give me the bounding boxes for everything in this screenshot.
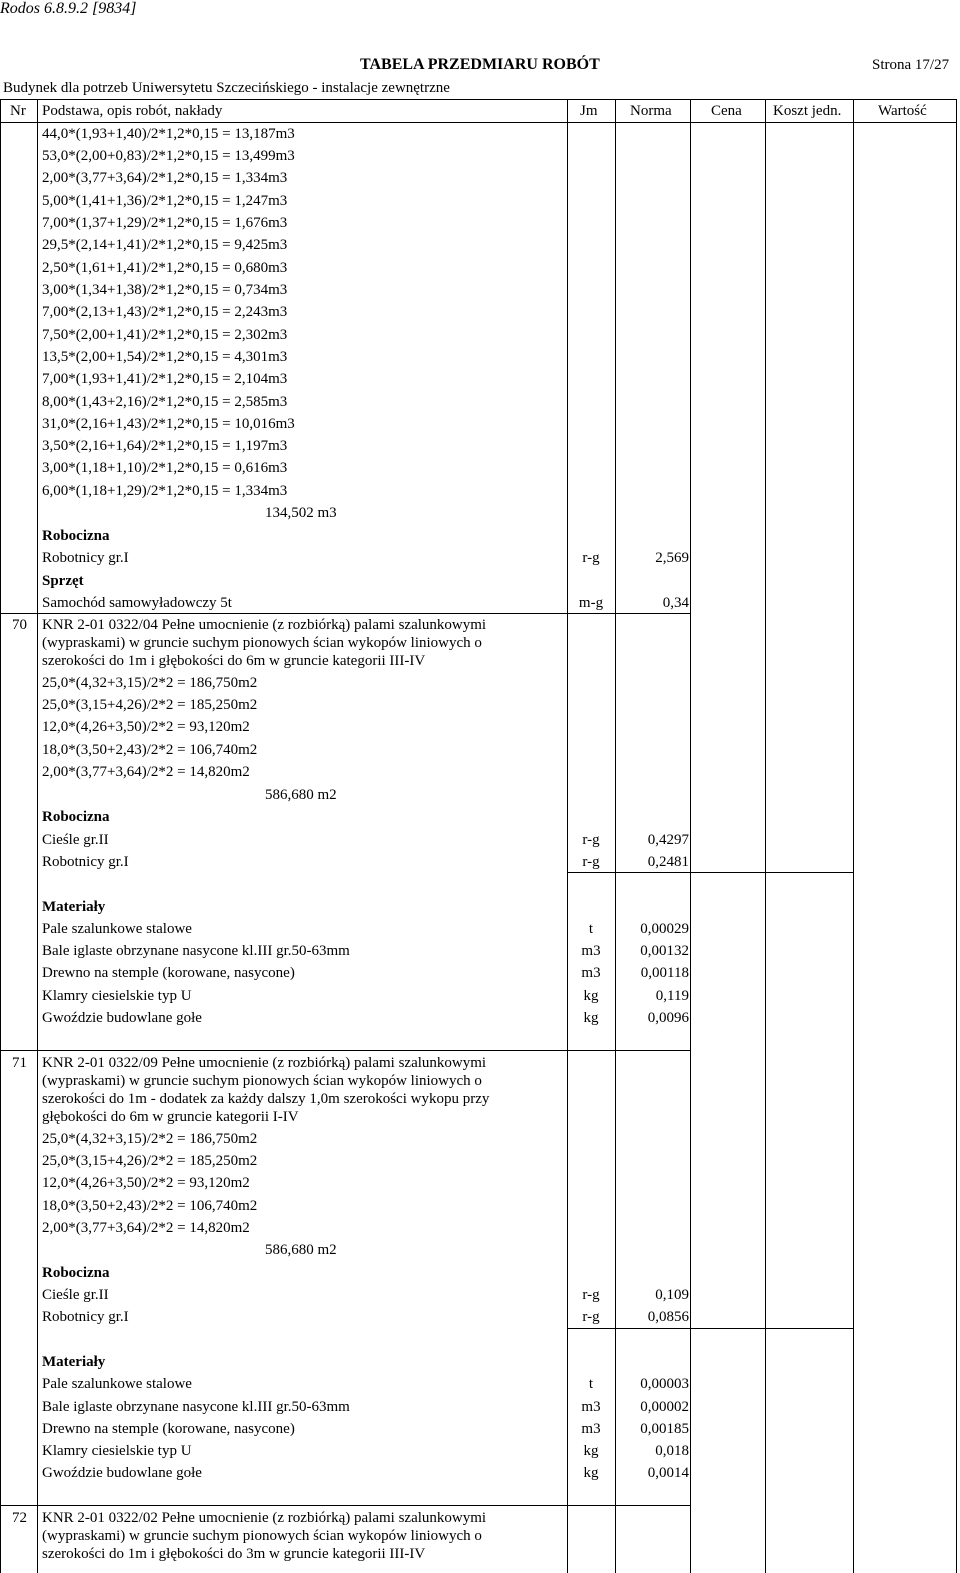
- material-unit: kg: [583, 1465, 599, 1481]
- labor-heading: Robocizna: [42, 809, 110, 825]
- calc-line: 7,50*(2,00+1,41)/2*1,2*0,15 = 2,302m3: [42, 327, 288, 343]
- table-left-line: [0, 99, 1, 1573]
- col-header-wartosc: Wartość: [878, 103, 927, 119]
- material-norm: 0,018: [655, 1443, 689, 1459]
- calc-line: 25,0*(3,15+4,26)/2*2 = 185,250m2: [42, 1153, 258, 1169]
- labor-underline-71: [567, 1328, 853, 1329]
- materials-heading: Materiały: [42, 899, 106, 915]
- calc-line: 2,00*(3,77+3,64)/2*2 = 14,820m2: [42, 1220, 250, 1236]
- calc-line: 3,00*(1,34+1,38)/2*1,2*0,15 = 0,734m3: [42, 282, 288, 298]
- material-norm: 0,00132: [640, 943, 689, 959]
- table-right-line: [956, 99, 957, 1573]
- calc-line: 2,50*(1,61+1,41)/2*1,2*0,15 = 0,680m3: [42, 260, 288, 276]
- calc-line: 29,5*(2,14+1,41)/2*1,2*0,15 = 9,425m3: [42, 237, 288, 253]
- material-norm: 0,00002: [640, 1399, 689, 1415]
- calc-line: 18,0*(3,50+2,43)/2*2 = 106,740m2: [42, 742, 258, 758]
- item-description: szerokości do 1m i głębokości do 3m w gruncie kategorii III-IV: [42, 1546, 426, 1562]
- material-norm: 0,00003: [640, 1376, 689, 1392]
- labor-name: Robotnicy gr.I: [42, 550, 129, 566]
- calc-line: 3,50*(2,16+1,64)/2*1,2*0,15 = 1,197m3: [42, 438, 288, 454]
- item-description: głębokości do 6m w gruncie kategorii I-IV: [42, 1109, 299, 1125]
- material-name: Bale iglaste obrzynane nasycone kl.III gr.50-63mm: [42, 943, 350, 959]
- labor-underline-70: [567, 872, 853, 873]
- material-unit: m3: [581, 1421, 601, 1437]
- material-norm: 0,00029: [640, 921, 689, 937]
- building-name: Budynek dla potrzeb Uniwersytetu Szczecińskiego - instalacje zewnętrzne: [3, 80, 450, 96]
- item-description: (wypraskami) w gruncie suchym pionowych ścian wykopów liniowych o: [42, 1528, 482, 1544]
- total-quantity: 586,680 m2: [265, 1242, 337, 1258]
- calc-line: 12,0*(4,26+3,50)/2*2 = 93,120m2: [42, 719, 250, 735]
- calc-line: 31,0*(2,16+1,43)/2*1,2*0,15 = 10,016m3: [42, 416, 295, 432]
- col-nr-line: [37, 99, 38, 1573]
- item-description: KNR 2-01 0322/04 Pełne umocnienie (z rozbiórką) palami szalunkowymi: [42, 617, 487, 633]
- equipment-heading: Sprzęt: [42, 573, 84, 589]
- col-norma-line: [690, 99, 691, 1573]
- total-quantity: 134,502 m3: [265, 505, 337, 521]
- material-norm: 0,00118: [640, 965, 689, 981]
- item-description: (wypraskami) w gruncie suchym pionowych ścian wykopów liniowych o: [42, 635, 482, 651]
- calc-line: 5,00*(1,41+1,36)/2*1,2*0,15 = 1,247m3: [42, 193, 288, 209]
- material-unit: kg: [583, 1010, 599, 1026]
- calc-line: 6,00*(1,18+1,29)/2*1,2*0,15 = 1,334m3: [42, 483, 288, 499]
- material-unit: m3: [581, 965, 601, 981]
- labor-norm: 0,2481: [647, 854, 689, 870]
- labor-norm: 2,569: [655, 550, 689, 566]
- labor-name: Robotnicy gr.I: [42, 854, 129, 870]
- calc-line: 53,0*(2,00+0,83)/2*1,2*0,15 = 13,499m3: [42, 148, 295, 164]
- calc-line: 3,00*(1,18+1,10)/2*1,2*0,15 = 0,616m3: [42, 460, 288, 476]
- material-unit: kg: [583, 988, 599, 1004]
- header-bottom-line: [0, 122, 957, 123]
- calc-line: 12,0*(4,26+3,50)/2*2 = 93,120m2: [42, 1175, 250, 1191]
- material-name: Bale iglaste obrzynane nasycone kl.III gr.50-63mm: [42, 1399, 350, 1415]
- page-title: TABELA PRZEDMIARU ROBÓT: [360, 56, 600, 73]
- item-number: 70: [12, 617, 27, 633]
- labor-name: Cieśle gr.II: [42, 1287, 109, 1303]
- material-norm: 0,0096: [647, 1010, 689, 1026]
- calc-line: 25,0*(3,15+4,26)/2*2 = 185,250m2: [42, 697, 258, 713]
- calc-line: 13,5*(2,00+1,54)/2*1,2*0,15 = 4,301m3: [42, 349, 288, 365]
- col-header-jm: Jm: [580, 103, 598, 119]
- total-quantity: 586,680 m2: [265, 787, 337, 803]
- item-description: KNR 2-01 0322/02 Pełne umocnienie (z rozbiórką) palami szalunkowymi: [42, 1510, 487, 1526]
- labor-name: Robotnicy gr.I: [42, 1309, 129, 1325]
- calc-line: 18,0*(3,50+2,43)/2*2 = 106,740m2: [42, 1198, 258, 1214]
- calc-line: 7,00*(2,13+1,43)/2*1,2*0,15 = 2,243m3: [42, 304, 288, 320]
- materials-heading: Materiały: [42, 1354, 106, 1370]
- item-description: szerokości do 1m i głębokości do 6m w gruncie kategorii III-IV: [42, 653, 426, 669]
- material-norm: 0,00185: [640, 1421, 689, 1437]
- material-name: Klamry ciesielskie typ U: [42, 1443, 192, 1459]
- calc-line: 44,0*(1,93+1,40)/2*1,2*0,15 = 13,187m3: [42, 126, 295, 142]
- col-header-norma: Norma: [630, 103, 672, 119]
- item-description: szerokości do 1m - dodatek za każdy dalszy 1,0m szerokości wykopu przy: [42, 1091, 490, 1107]
- col-header-desc: Podstawa, opis robót, nakłady: [42, 103, 223, 119]
- labor-norm: 0,0856: [647, 1309, 689, 1325]
- item-description: (wypraskami) w gruncie suchym pionowych ścian wykopów liniowych o: [42, 1073, 482, 1089]
- calc-line: 2,00*(3,77+3,64)/2*1,2*0,15 = 1,334m3: [42, 170, 288, 186]
- calc-line: 25,0*(4,32+3,15)/2*2 = 186,750m2: [42, 1131, 258, 1147]
- calc-line: 2,00*(3,77+3,64)/2*2 = 14,820m2: [42, 764, 250, 780]
- material-norm: 0,119: [655, 988, 689, 1004]
- equipment-name: Samochód samowyładowczy 5t: [42, 595, 232, 611]
- col-cena-line: [765, 99, 766, 1573]
- calc-line: 7,00*(1,37+1,29)/2*1,2*0,15 = 1,676m3: [42, 215, 288, 231]
- calc-line: 25,0*(4,32+3,15)/2*2 = 186,750m2: [42, 675, 258, 691]
- material-unit: kg: [583, 1443, 599, 1459]
- item-description: KNR 2-01 0322/09 Pełne umocnienie (z rozbiórką) palami szalunkowymi: [42, 1055, 487, 1071]
- col-koszt-line: [853, 99, 854, 1573]
- labor-unit: r-g: [582, 1287, 600, 1303]
- material-unit: t: [588, 921, 594, 937]
- col-header-koszt: Koszt jedn.: [773, 103, 842, 119]
- page-number: Strona 17/27: [872, 57, 950, 73]
- equipment-norm: 0,34: [662, 595, 689, 611]
- labor-heading: Robocizna: [42, 1265, 110, 1281]
- labor-norm: 0,109: [655, 1287, 689, 1303]
- material-unit: t: [588, 1376, 594, 1392]
- item-number: 72: [12, 1510, 27, 1526]
- material-name: Drewno na stemple (korowane, nasycone): [42, 1421, 295, 1437]
- labor-unit: r-g: [582, 854, 600, 870]
- material-name: Gwoździe budowlane gołe: [42, 1010, 202, 1026]
- material-name: Gwoździe budowlane gołe: [42, 1465, 202, 1481]
- labor-unit: r-g: [582, 1309, 600, 1325]
- calc-line: 8,00*(1,43+2,16)/2*1,2*0,15 = 2,585m3: [42, 394, 288, 410]
- app-version: Rodos 6.8.9.2 [9834]: [0, 0, 137, 17]
- section-line-71-72: [0, 1505, 691, 1506]
- material-norm: 0,0014: [647, 1465, 689, 1481]
- section-line-70-71: [0, 1050, 691, 1051]
- calc-line: 7,00*(1,93+1,41)/2*1,2*0,15 = 2,104m3: [42, 371, 288, 387]
- item-number: 71: [12, 1055, 27, 1071]
- labor-norm: 0,4297: [647, 832, 689, 848]
- material-name: Pale szalunkowe stalowe: [42, 1376, 192, 1392]
- section-line-69-70: [0, 613, 691, 614]
- material-unit: m3: [581, 1399, 601, 1415]
- col-header-nr: Nr: [10, 103, 26, 119]
- labor-unit: r-g: [582, 550, 600, 566]
- labor-heading: Robocizna: [42, 528, 110, 544]
- material-name: Drewno na stemple (korowane, nasycone): [42, 965, 295, 981]
- equipment-unit: m-g: [578, 595, 604, 611]
- material-name: Pale szalunkowe stalowe: [42, 921, 192, 937]
- material-name: Klamry ciesielskie typ U: [42, 988, 192, 1004]
- labor-name: Cieśle gr.II: [42, 832, 109, 848]
- col-header-cena: Cena: [711, 103, 742, 119]
- labor-unit: r-g: [582, 832, 600, 848]
- material-unit: m3: [581, 943, 601, 959]
